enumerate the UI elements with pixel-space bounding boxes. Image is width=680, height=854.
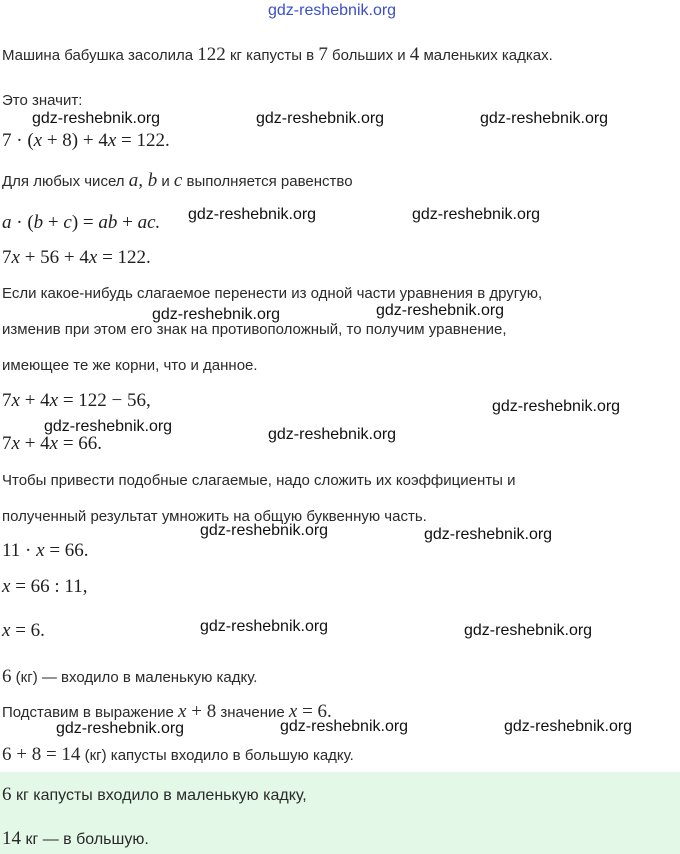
watermark-overlay: gdz-reshebnik.org (256, 110, 385, 127)
answer-number-6: 6 (2, 784, 12, 805)
answer-number-14: 14 (2, 828, 21, 849)
problem-text-mid1: кг капусты в (225, 47, 319, 64)
watermark-overlay: gdz-reshebnik.org (464, 622, 593, 639)
small-result-number: 6 (2, 666, 12, 687)
substitute-val-x: x (288, 701, 298, 722)
problem-text-post: маленьких кадках. (419, 47, 553, 64)
answer-line-2 (2, 828, 149, 850)
equation-4 (2, 433, 102, 455)
watermark-overlay: gdz-reshebnik.org (188, 206, 317, 223)
eq1-var-x2: x (107, 130, 117, 151)
identity-b: · ( (11, 212, 34, 233)
problem-text-mid2: больших и (327, 47, 410, 64)
answer-text-2: кг — в большую. (21, 831, 149, 848)
eq2-var-x: x (11, 247, 20, 268)
eq1-part-c: = 122. (116, 130, 170, 151)
eq3-var-x: x (11, 390, 20, 411)
problem-number-122: 122 (197, 44, 226, 65)
watermark-overlay: gdz-reshebnik.org (412, 206, 541, 223)
problem-number-4: 4 (409, 44, 420, 65)
identity-e: c (63, 212, 72, 233)
big-result-expression: 6 + 8 = 14 (2, 744, 81, 765)
identity-d: + (43, 212, 64, 233)
equation-5 (2, 540, 89, 562)
rule1-text: Для любых чисел (2, 173, 129, 190)
identity-h: + (117, 212, 138, 233)
watermark-overlay: gdz-reshebnik.org (280, 718, 409, 735)
identity-i: ac. (137, 212, 161, 233)
rule-transfer-line-3: имеющее те же корни, что и данное. (2, 357, 258, 374)
eq7-var-x: x (2, 620, 11, 641)
eq3-part-c: = 122 − 56, (58, 390, 151, 411)
watermark-overlay: gdz-reshebnik.org (492, 398, 621, 415)
rule-like-terms-line-1: Чтобы привести подобные слагаемые, надо сложить их коэффициенты и (2, 472, 516, 489)
equation-3 (2, 390, 151, 412)
watermark-overlay: gdz-reshebnik.org (504, 718, 633, 735)
problem-number-7: 7 (318, 44, 328, 65)
eq3-part-b: + 4 (19, 390, 50, 411)
answer-text-1: кг капусты входило в маленькую кадку, (11, 787, 307, 804)
rule1-post: выполняется равенство (182, 173, 353, 190)
identity-equation (2, 212, 160, 234)
substitute-pre: Подставим в выражение (2, 704, 179, 721)
eq5-var-x: x (36, 540, 45, 561)
big-tub-result (2, 744, 354, 766)
watermark-overlay: gdz-reshebnik.org (56, 720, 185, 737)
eq1-part-a: 7 · ( (2, 130, 34, 151)
equation-7 (2, 620, 45, 642)
watermark-overlay: gdz-reshebnik.org (44, 418, 173, 435)
eq2-part-a: 7 (2, 247, 12, 268)
substitute-val-rest: = 6. (297, 701, 332, 722)
answer-box (0, 772, 680, 854)
problem-text-pre: Машина бабушка засолила (2, 47, 198, 64)
big-result-text: (кг) капусты входило в большую кадку. (80, 747, 354, 764)
rule-like-terms-line-2: полученный результат умножить на общую буквенную часть. (2, 508, 427, 525)
eq4-var-x: x (11, 433, 20, 454)
identity-a: a (2, 212, 12, 233)
watermark-overlay: gdz-reshebnik.org (424, 526, 553, 543)
eq7-part-c: = 6. (10, 620, 45, 641)
watermark-header[interactable]: gdz-reshebnik.org (268, 2, 397, 19)
intro-text: Это значит: (2, 92, 83, 109)
eq3-var-x2: x (49, 390, 59, 411)
watermark-overlay: gdz-reshebnik.org (480, 110, 609, 127)
eq4-part-c: = 66. (58, 433, 103, 454)
substitute-expr-x: x (178, 701, 187, 722)
identity-g: ab (98, 212, 118, 233)
answer-line-1 (2, 784, 307, 806)
eq3-part-a: 7 (2, 390, 12, 411)
watermark-overlay: gdz-reshebnik.org (152, 306, 281, 323)
eq2-var-x2: x (88, 247, 98, 268)
rule-transfer-line-2: изменив при этом его знак на противоположный, то получим уравнение, (2, 321, 507, 338)
equation-6 (2, 576, 87, 598)
eq5-part-a: 11 · (2, 540, 37, 561)
watermark-overlay: gdz-reshebnik.org (32, 110, 161, 127)
eq4-part-b: + 4 (19, 433, 50, 454)
eq2-part-b: + 56 + 4 (19, 247, 89, 268)
watermark-overlay: gdz-reshebnik.org (376, 302, 505, 319)
rule1-var-c: c (173, 170, 183, 191)
small-result-text: (кг) — входило в маленькую кадку. (11, 669, 258, 686)
eq5-part-c: = 66. (44, 540, 89, 561)
substitute-mid: значение (216, 704, 289, 721)
watermark-overlay: gdz-reshebnik.org (200, 618, 329, 635)
rule-transfer-line-1: Если какое-нибудь слагаемое перенести из одной части уравнения в другую, (2, 285, 543, 302)
substitute-expr-rest: + 8 (186, 701, 217, 722)
eq4-part-a: 7 (2, 433, 12, 454)
eq1-var-x: x (33, 130, 43, 151)
eq2-part-c: = 122. (97, 247, 151, 268)
eq4-var-x2: x (49, 433, 59, 454)
equation-1 (2, 130, 170, 152)
watermark-overlay: gdz-reshebnik.org (200, 522, 329, 539)
eq6-part-c: = 66 : 11, (10, 576, 88, 597)
identity-c: b (33, 212, 44, 233)
eq1-part-b: + 8) + 4 (42, 130, 108, 151)
rule1-vars: a, b (128, 170, 158, 191)
problem-statement (2, 44, 553, 66)
equation-2 (2, 247, 151, 269)
rule1-and: и (157, 173, 174, 190)
identity-f: ) = (71, 212, 99, 233)
rule-distributive (2, 170, 353, 192)
watermark-overlay: gdz-reshebnik.org (268, 426, 397, 443)
eq6-var-x: x (2, 576, 11, 597)
small-tub-result (2, 666, 257, 688)
